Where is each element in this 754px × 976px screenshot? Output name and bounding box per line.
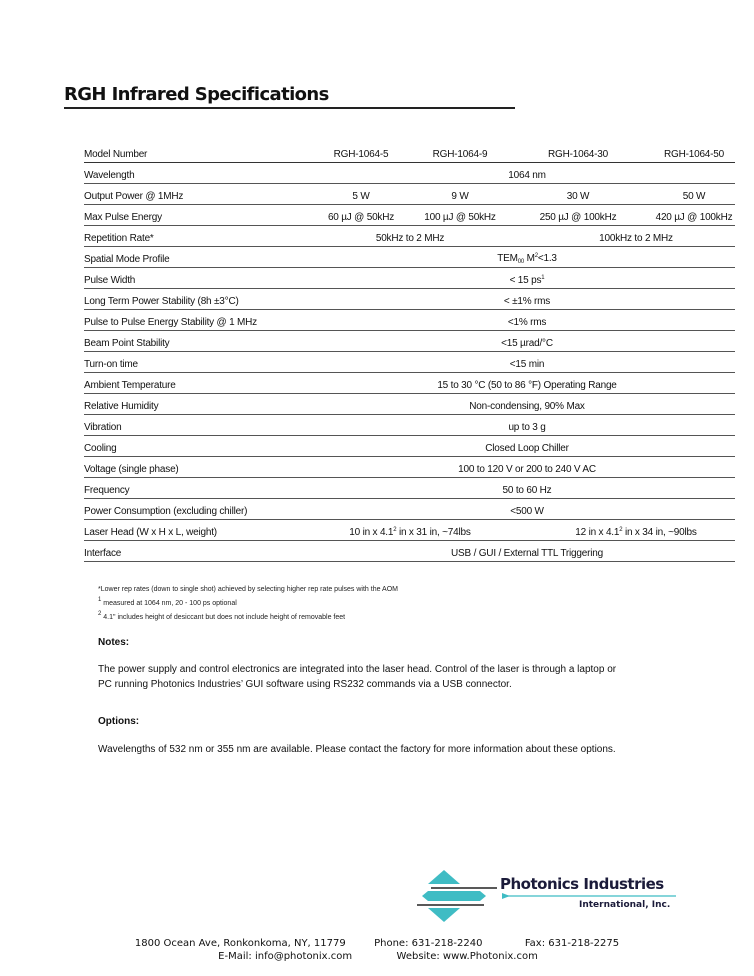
row-value <box>497 253 557 265</box>
row-value: Non-condensing, 90% Max <box>469 401 585 412</box>
row-value: <15 µrad/°C <box>501 338 553 349</box>
row-value: up to 3 g <box>508 422 546 433</box>
spec-table <box>84 142 735 562</box>
row-value <box>575 527 696 538</box>
row-value: 100 µJ @ 50kHz <box>424 212 496 223</box>
model-col-3: RGH-1064-30 <box>547 149 609 160</box>
logo-up-triangle <box>428 870 460 884</box>
footnote-1 <box>98 595 398 609</box>
table-row-output-power <box>84 184 735 205</box>
dims-text: 12 in x 4.1 <box>575 527 620 538</box>
header-label: Model Number <box>84 149 148 160</box>
row-label: Interface <box>84 548 122 559</box>
row-value: 420 µJ @ 100kHz <box>655 212 733 223</box>
row-label: Beam Point Stability <box>84 338 170 349</box>
dims-text: in x 34 in, ~90lbs <box>622 527 697 538</box>
table-row-vibration <box>84 415 735 436</box>
m-text: M <box>523 253 535 264</box>
table-row-cooling <box>84 436 735 457</box>
row-label: Power Consumption (excluding chiller) <box>84 506 248 517</box>
row-value: <1% rms <box>507 317 547 328</box>
row-value: 100kHz to 2 MHz <box>599 233 673 244</box>
row-value: 15 to 30 °C (50 to 86 °F) Operating Range <box>437 380 617 391</box>
row-value: 1064 nm <box>508 170 546 181</box>
page-title: RGH Infrared Specifications <box>64 84 329 105</box>
row-label: Cooling <box>84 443 117 454</box>
table-row-spatial-mode <box>84 247 735 268</box>
footnotes <box>98 584 398 623</box>
options-heading: Options: <box>98 716 140 727</box>
row-label: Laser Head (W x H x L, weight) <box>84 527 217 538</box>
address: 1800 Ocean Ave, Ronkonkoma, NY, 11779 <box>134 938 346 949</box>
dims-text: in x 31 in, ~74lbs <box>396 527 471 538</box>
dims-text: 10 in x 4.1 <box>349 527 394 538</box>
table-row-ambient-temp <box>84 373 735 394</box>
row-value: 50kHz to 2 MHz <box>375 233 445 244</box>
table-row-repetition-rate <box>84 226 735 247</box>
fax: Fax: 631-218-2275 <box>524 938 620 949</box>
tem-text: TEM <box>497 253 518 264</box>
logo-diamond-bar <box>422 891 486 901</box>
table-row-max-pulse-energy <box>84 205 735 226</box>
footnote-mark: 1 <box>98 597 102 603</box>
row-label: Voltage (single phase) <box>84 464 179 475</box>
model-col-4: RGH-1064-50 <box>663 149 725 160</box>
table-row-pulse-width <box>84 268 735 289</box>
table-row-interface <box>84 541 735 562</box>
row-label: Long Term Power Stability (8h ±3°C) <box>84 296 239 307</box>
footnote-2 <box>98 609 398 623</box>
row-label: Pulse to Pulse Energy Stability @ 1 MHz <box>84 317 257 328</box>
phone: Phone: 631-218-2240 <box>374 938 483 949</box>
tem-subscript: 00 <box>517 259 524 265</box>
table-row-beam-point <box>84 331 735 352</box>
footnote-ref: 2 <box>619 527 623 533</box>
row-label: Spatial Mode Profile <box>84 254 170 265</box>
row-label: Output Power @ 1MHz <box>84 191 184 202</box>
table-row-voltage <box>84 457 735 478</box>
footnote-ref: 1 <box>541 275 545 281</box>
row-value: USB / GUI / External TTL Triggering <box>451 548 603 559</box>
footnote-text: 4.1" includes height of desiccant but does not include height of removable feet <box>101 614 346 621</box>
row-label: Vibration <box>84 422 122 433</box>
row-label: Turn-on time <box>84 359 138 370</box>
table-row-humidity <box>84 394 735 415</box>
row-value: 100 to 120 V or 200 to 240 V AC <box>458 464 596 475</box>
table-header-row <box>84 142 735 163</box>
contact-footer <box>0 937 754 963</box>
row-value: Closed Loop Chiller <box>485 443 569 454</box>
row-value: 30 W <box>566 191 590 202</box>
row-value: 60 µJ @ 50kHz <box>327 212 395 223</box>
contact-line-1 <box>0 937 754 950</box>
notes-body: The power supply and control electronics are integrated into the laser head. Control of the laser is through a laptop or PC running Photonics Industries’ GUI software using RS232 commands via a USB connector. <box>98 664 617 690</box>
table-row-turn-on <box>84 352 735 373</box>
model-col-1: RGH-1064-5 <box>333 149 389 160</box>
row-value: 9 W <box>451 191 469 202</box>
table-row-power-consumption <box>84 499 735 520</box>
table-row-frequency <box>84 478 735 499</box>
pulse-width-text: < 15 ps <box>509 275 542 286</box>
row-label: Pulse Width <box>84 275 136 286</box>
table-row-pulse-stability <box>84 310 735 331</box>
row-value: 5 W <box>352 191 370 202</box>
footnote-text: measured at 1064 nm, 20 - 100 ps optional <box>101 600 237 607</box>
row-value: < ±1% rms <box>503 296 551 307</box>
footnote-ref: 2 <box>393 527 397 533</box>
contact-line-2 <box>0 950 754 963</box>
table-row-wavelength <box>84 163 735 184</box>
row-value: 250 µJ @ 100kHz <box>539 212 617 223</box>
footnote-star: *Lower rep rates (down to single shot) achieved by selecting higher rep rate pulses with the AOM <box>98 586 398 593</box>
notes-heading: Notes: <box>98 637 130 648</box>
title-underline <box>64 107 515 109</box>
row-value <box>510 275 545 286</box>
model-col-2: RGH-1064-9 <box>432 149 488 160</box>
m-value: <1.3 <box>537 253 557 264</box>
logo-company-subtitle: International, Inc. <box>579 900 671 910</box>
logo-company-name: Photonics Industries <box>500 875 664 893</box>
table-row-laser-head <box>84 520 735 541</box>
row-label: Wavelength <box>84 170 135 181</box>
row-value: <15 min <box>509 359 545 370</box>
m-superscript: 2 <box>534 253 538 259</box>
email-link[interactable]: E-Mail: info@photonix.com <box>218 951 353 962</box>
row-value <box>349 527 470 538</box>
logo-down-triangle <box>428 908 460 922</box>
row-label: Max Pulse Energy <box>84 212 162 223</box>
table-row-long-term-stability <box>84 289 735 310</box>
options-body: Wavelengths of 532 nm or 355 nm are available. Please contact the factory for more information about these options. <box>98 744 616 755</box>
row-label: Relative Humidity <box>84 401 159 412</box>
row-value: 50 W <box>682 191 706 202</box>
row-label: Frequency <box>84 485 130 496</box>
row-label: Ambient Temperature <box>84 380 176 391</box>
row-value: 50 to 60 Hz <box>502 485 552 496</box>
row-value: <500 W <box>510 506 544 517</box>
website-link[interactable]: Website: www.Photonix.com <box>396 951 538 962</box>
row-label: Repetition Rate* <box>84 233 154 244</box>
footnote-mark: 2 <box>98 611 102 617</box>
